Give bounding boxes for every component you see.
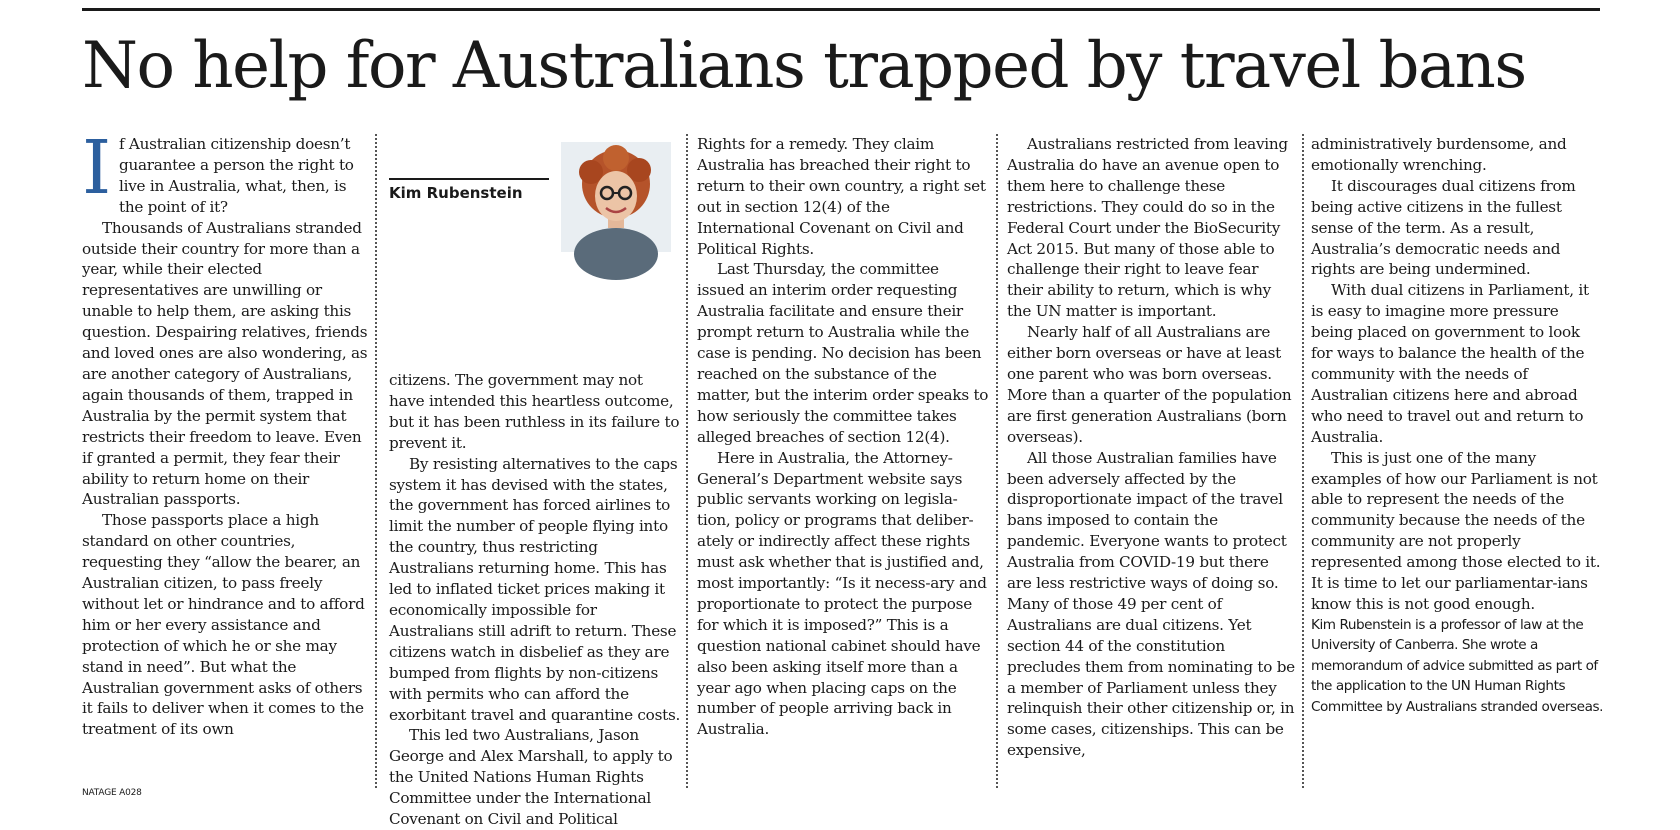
headline: No help for Australians trapped by travel bans <box>82 29 1526 103</box>
article-column-3 <box>697 134 990 784</box>
author-bio: Kim Rubenstein is a professor of law at the University of Canberra. She wrote a memorandum of advice submitted as part of the application to the UN Human Rights Committee by Australians stranded overseas. <box>1311 616 1603 715</box>
paragraph: It discourages dual citizens from being active citizens in the fullest sense of the term. As a result, Australia’s democratic needs and rights are being undermined. <box>1311 176 1576 279</box>
paragraph: Rights for a remedy. They claim Australia has breached their right to return to their own country, a right set out in section 12(4) of the International Covenant on Civil and Political Rights. <box>697 135 986 258</box>
paragraph: This led two Australians, Jason George and Alex Marshall, to apply to the United Nations Human Rights Committee under the International Covenant on Civil and Political <box>389 726 673 829</box>
paragraph: All those Australian families have been adversely affected by the disproportionate impact of the travel bans imposed to contain the pandemic. Everyone wants to protect Australia from COVID-19 but there are less restrictive ways of doing so. Many of those 49 per cent of Australians are dual citizens. Yet section 44 of the constitution precludes them from nominating to be a member of Parliament unless they relinquish their other citizenship or, in some cases, citizenships. This can be expensive, <box>1007 448 1295 760</box>
paragraph: Those passports place a high standard on other countries, requesting they “allow the bearer, an Australian citizen, to pass freely without let or hindrance and to afford him or her every assistance and protection of which he or she may stand in need”. But what the Australian government asks of others it fails to deliver when it comes to the treatment of its own <box>82 511 365 739</box>
author-byline: Kim Rubenstein <box>389 184 523 202</box>
paragraph: This is just one of the many examples of how our Parliament is not able to represent the needs of the community because the needs of the community are not properly represented among those elected to it. It is time to let our parliamentar-ians know this is not good enough. <box>1311 448 1601 613</box>
page-folio: NATAGE A028 <box>82 788 142 798</box>
column-divider <box>686 134 688 788</box>
byline-rule <box>389 178 549 180</box>
article-column-5 <box>1311 134 1603 794</box>
top-rule <box>82 8 1600 11</box>
drop-cap: I <box>82 125 111 211</box>
paragraph: Thousands of Australians stranded outside their country for more than a year, while their elected representatives are unwilling or unable to help them, are asking this question. Despairing relatives, friends and loved ones are also wondering, as are another category of Australians, again thousands of them, trapped in Australia by the permit system that restricts their freedom to leave. Even if granted a permit, they fear their ability to return home on their Australian passports. <box>82 218 368 509</box>
column-divider <box>1302 134 1304 788</box>
article-column-1 <box>82 125 368 774</box>
paragraph: Last Thursday, the committee issued an interim order requesting Australia facilitate and ensure their prompt return to Australia while the case is pending. No decision has been reached on the substance of the matter, but the interim order speaks to how seriously the committee takes alleged breaches of section 12(4). <box>697 260 989 446</box>
paragraph: With dual citizens in Parliament, it is easy to imagine more pressure being placed on government to look for ways to balance the health of the community with the needs of Australian citizens here and abroad who need to travel out and return to Australia. <box>1311 281 1589 446</box>
paragraph: Here in Australia, the Attorney-General’s Department website says public servants working on legisla-tion, policy or programs that deliber-ately or indirectly affect these rights must ask whether that is justified and, most importantly: “Is it necess-ary and proportionate to protect the purpose for which it is imposed?” This is a question national cabinet should have also been asking itself more than a year ago when placing caps on the number of people arriving back in Australia. <box>697 448 987 739</box>
paragraph: Nearly half of all Australians are either born overseas or have at least one parent who was born overseas. More than a quarter of the population are first generation Australians (born overseas). <box>1007 323 1292 446</box>
paragraph: citizens. The government may not have intended this heartless outcome, but it has been ruthless in its failure to prevent it. <box>389 371 680 452</box>
author-photo <box>561 142 671 252</box>
column-divider <box>375 134 377 788</box>
paragraph: By resisting alternatives to the caps system it has devised with the states, the government has forced airlines to limit the number of people flying into the country, thus restricting Australians returning home. This has led to inflated ticket prices making it economically impossible for Australians still adrift to return. These citizens watch in disbelief as they are bumped from flights by non-citizens with permits who can afford the exorbitant travel and quarantine costs. <box>389 454 681 724</box>
article-column-2 <box>389 370 681 829</box>
paragraph: administratively burdensome, and emotionally wrenching. <box>1311 135 1567 174</box>
paragraph: Australians restricted from leaving Australia do have an avenue open to them here to challenge these restrictions. They could do so in the Federal Court under the BioSecurity Act 2015. But many of those able to challenge their right to leave fear their ability to return, which is why the UN matter is important. <box>1007 135 1288 321</box>
paragraph: If Australian citizenship doesn’t guarantee a person the right to live in Australia, what, then, is the point of it? <box>82 125 354 216</box>
column-divider <box>996 134 998 788</box>
article-column-4 <box>1007 134 1297 794</box>
